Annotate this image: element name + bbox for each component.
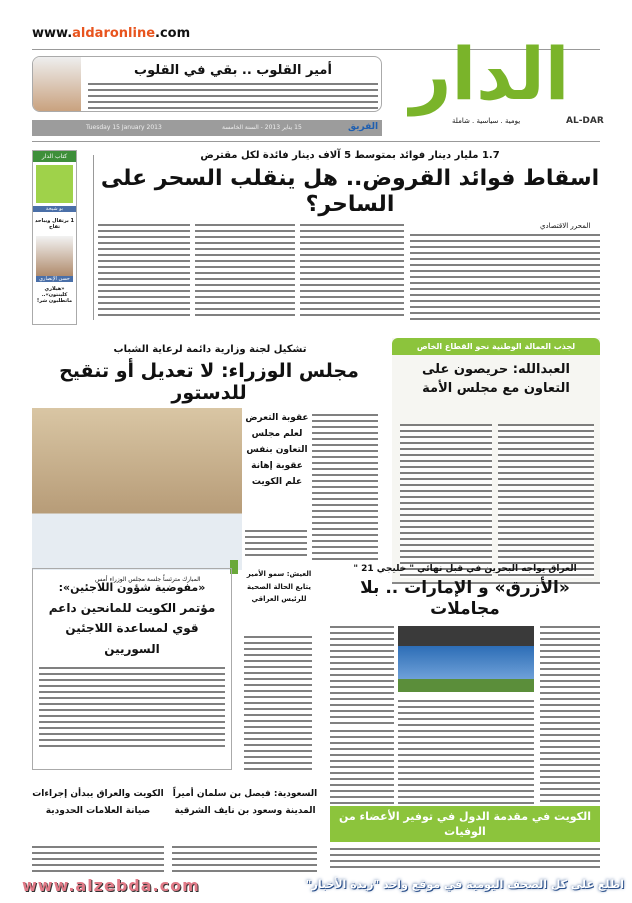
saudi-headline: السعودية: فيصل بن سلمان أميراً المدينة وسعود بن نايف الشرقية (172, 789, 318, 816)
saudi-body (172, 846, 317, 872)
brief-headline: العيش: سمو الأمير يتابع الحالة الصحية للرئيس العراقي (246, 570, 312, 604)
columnists-label: كتاب الدار (33, 151, 76, 162)
labor-body (498, 424, 594, 578)
organ-body (330, 848, 600, 872)
refugees-headline: مؤتمر الكويت للمانحين داعم قوي لمساعدة اللاجئين السوريين (48, 601, 216, 656)
emir-portrait (33, 57, 81, 111)
lead-byline: المحرر الاقتصادي (540, 222, 591, 230)
sports-body (540, 626, 600, 804)
column-title[interactable]: 1 برتقال ويباحد تفاح (34, 218, 75, 230)
date-arabic: 15 يناير 2013 - السنة الخامسة (222, 124, 302, 131)
logo-latin: AL-DAR (566, 116, 604, 126)
sports-headline: «الأزرق» و الإمارات .. بلا مجاملات (360, 578, 570, 619)
columnist-caricature[interactable] (36, 165, 73, 203)
organ-banner: الكويت في مقدمة الدول في توفير الأعضاء من الوفيات (330, 806, 600, 842)
sports-body (330, 730, 394, 804)
sports-kicker: العراق يواجه البحرين في قبل نهائي " خليجي 21 " (353, 564, 577, 574)
columnist-photo[interactable] (36, 236, 73, 276)
divider (32, 141, 600, 142)
lead-kicker: 1.7 مليار دينار فوائد بمتوسط 5 آلاف دينار فائدة لكل مقترض (200, 150, 500, 161)
refugees-kicker: «مفوضية شؤون اللاجئين»: (58, 581, 206, 594)
date-strip (32, 120, 382, 136)
labor-headline: العبدالله: حريصون على التعاون مع مجلس الأمة (421, 362, 570, 396)
cabinet-headline: مجلس الوزراء: لا تعديل أو تنقيح للدستور (59, 360, 359, 404)
cabinet-photo[interactable] (32, 408, 242, 570)
team-photo[interactable] (398, 626, 534, 692)
sports-body (330, 626, 394, 724)
lead-body-col (300, 224, 404, 320)
iraq-headline: الكويت والعراق يبدأن إجراءات صيانة العلامات الحدودية (32, 789, 164, 816)
footer-slogan: اطلع على كل الصحف اليومية في موقع واحد "زبدة الأخبار" (305, 878, 624, 891)
photo-caption: المبارك مترئساً جلسة مجلس الوزراء أمس (95, 576, 201, 583)
labor-box (392, 338, 600, 584)
columnists-panel (32, 150, 77, 325)
masthead-story-title: أمير القلوب .. بقي في القلوب (134, 63, 332, 78)
url-suffix: .com (155, 26, 191, 41)
masthead-story-box (32, 56, 382, 112)
sports-body (398, 700, 534, 804)
lead-body-col (98, 224, 190, 320)
url-brand: aldaronline (72, 26, 156, 41)
labor-tab: لجذب العمالة الوطنية نحو القطاع الخاص (392, 338, 600, 355)
iraq-body (32, 846, 164, 872)
lead-body-col (195, 224, 295, 320)
columnist-name: بو شيخة (33, 206, 76, 212)
cabinet-kicker: تشكيل لجنة وزارية دائمة لرعاية الشباب (113, 344, 307, 355)
labor-body (400, 424, 492, 578)
refugees-box (32, 568, 232, 770)
refugees-body (39, 667, 225, 747)
date-english: Tuesday 15 January 2013 (86, 124, 162, 131)
cabinet-body (245, 530, 307, 558)
brief-body (244, 636, 312, 770)
cabinet-box-headline: عقوبة التعرض لعلم مجلس التعاون بنفس عقوبة إهانة علم الكويت (245, 413, 309, 487)
divider (93, 155, 94, 320)
column-title[interactable]: «هيلاري كلينتون».. ماتطلبون شر! (36, 286, 73, 304)
cabinet-body (312, 414, 378, 560)
url-prefix: www. (32, 26, 73, 41)
masthead-story-body (88, 83, 378, 109)
columnist-name: حسن الإنصاري (36, 276, 73, 282)
supplement-logo[interactable]: الفريق (348, 122, 379, 132)
newspaper-logo: الدار (410, 32, 570, 116)
site-url[interactable] (32, 26, 190, 41)
tagline: يومية . سياسية . شاملة (452, 117, 521, 125)
lead-body-col (410, 234, 600, 320)
footer-site-link[interactable]: www.alzebda.com (22, 876, 200, 895)
lead-headline: اسقاط فوائد القروض.. هل ينقلب السحر على الساحر؟ (100, 166, 600, 217)
